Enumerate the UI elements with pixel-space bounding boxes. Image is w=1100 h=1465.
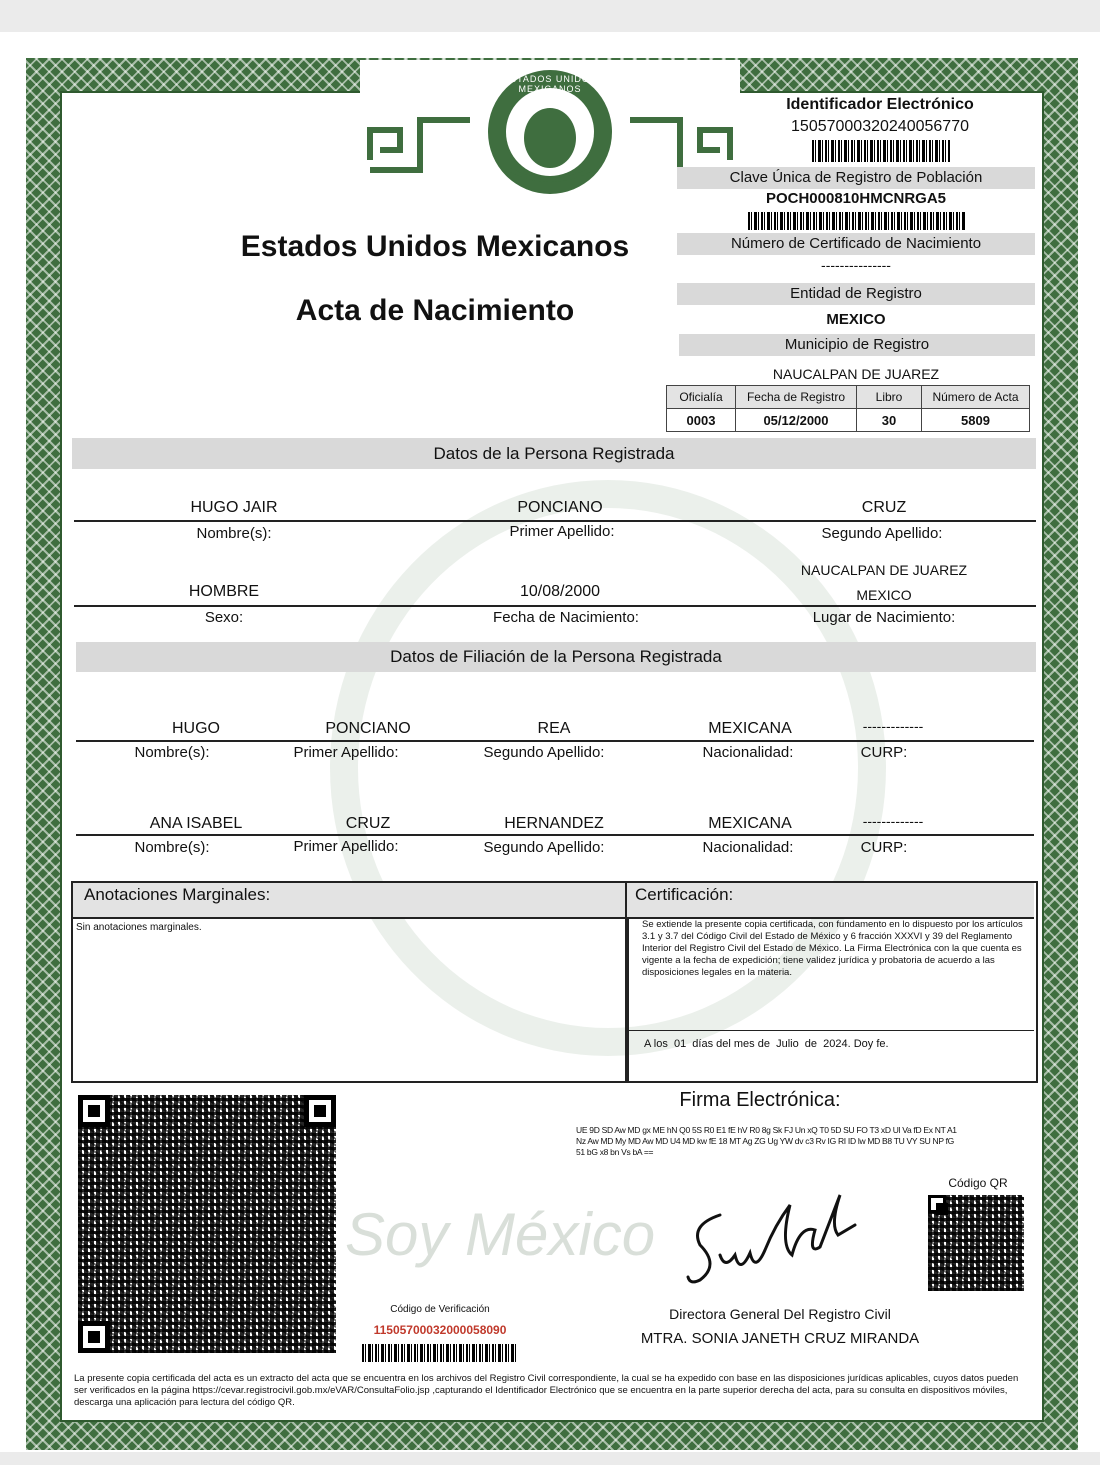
madre-nombre: ANA ISABEL	[149, 815, 243, 832]
persona-primer-apellido-label: Primer Apellido:	[509, 523, 615, 540]
persona-lugar-label: Lugar de Nacimiento:	[812, 609, 956, 626]
firma-cargo: Directora General Del Registro Civil	[669, 1306, 891, 1322]
qr-finder-icon	[78, 1095, 110, 1127]
persona-lugar-estado: MEXICO	[856, 587, 912, 603]
footer-disclaimer: La presente copia certificada del acta es un extracto del acta que se encuentra en los archivos del Registro Civil correspondiente, la cual se ha expedido con base en las disposiciones jurídicas aplicables, cuyos datos pueden ser verificados en la página https://cevar.registrocivil.gob.mx/eVAR/ConsultaFolio.jsp ,capturando el Identificador Electrónico que se encuentra en la parte superior derecha del acta, para su consulta en dispositivos móviles, descarga una aplicación para lectura del código QR.	[74, 1373, 1019, 1408]
padre-curp: -------------	[862, 718, 924, 734]
padre-nombre-label: Nombre(s):	[134, 744, 210, 761]
signature-icon	[680, 1185, 870, 1295]
document-title: Acta de Nacimiento	[295, 294, 575, 327]
registro-value-cell: 30	[857, 409, 922, 432]
registro-header-cell: Número de Acta	[922, 386, 1030, 409]
registro-table	[666, 385, 1030, 432]
anotaciones-title: Anotaciones Marginales:	[84, 885, 271, 904]
madre-nacionalidad-label: Nacionalidad:	[702, 839, 794, 856]
qr-finder-icon	[78, 1321, 110, 1353]
registro-header-cell: Fecha de Registro	[736, 386, 857, 409]
qr-finder-icon	[304, 1095, 336, 1127]
madre-nombre-label: Nombre(s):	[134, 839, 210, 856]
certificacion-text: Se extiende la presente copia certificada, con fundamento en lo dispuesto por los artículos 3.1 y 3.7 del Código Civil del Estado de México y 6 fracción XXXVI y 39 del Reglamento Interior del Registro Civil del Estado de México. La Firma Electrónica con la que cuenta es vigente a la fecha de expedición; tiene validez jurídica y probatoria de acuerdo a las disposiciones legales en la materia.	[642, 919, 1023, 978]
identificador-barcode	[812, 140, 950, 162]
persona-segundo-apellido: CRUZ	[861, 499, 907, 516]
padre-primer-apellido: PONCIANO	[325, 720, 411, 737]
madre-segundo-apellido: HERNANDEZ	[504, 815, 604, 832]
certificacion-fecha: A los 01 días del mes de Julio de 2024. Doy fe.	[644, 1038, 889, 1050]
registro-header-row	[667, 386, 1030, 409]
verificacion-code: 11505700032000058090	[373, 1323, 507, 1337]
persona-section-title: Datos de la Persona Registrada	[72, 438, 1036, 469]
padre-nombre: HUGO	[172, 720, 220, 737]
curp-value: POCH000810HMCNRGA5	[765, 190, 947, 207]
padre-nacionalidad: MEXICANA	[708, 720, 792, 737]
firma-title: Firma Electrónica:	[679, 1089, 841, 1111]
certificacion-title: Certificación:	[635, 885, 734, 904]
entidad-label: Entidad de Registro	[677, 283, 1035, 305]
persona-nombre-label: Nombre(s):	[196, 525, 272, 542]
municipio-value: NAUCALPAN DE JUAREZ	[772, 366, 940, 382]
registro-value-row	[667, 409, 1030, 432]
municipio-label: Municipio de Registro	[679, 334, 1035, 356]
persona-nombre: HUGO JAIR	[190, 499, 278, 516]
certificado-label: Número de Certificado de Nacimiento	[677, 233, 1035, 255]
divider	[76, 740, 1034, 742]
padre-segundo-apellido: REA	[537, 720, 571, 737]
madre-curp: -------------	[862, 813, 924, 829]
seal-text: ESTADOS UNIDOS MEXICANOS	[503, 74, 597, 94]
persona-fecha-nacimiento: 10/08/2000	[519, 583, 601, 600]
filiacion-section-title: Datos de Filiación de la Persona Registrada	[76, 642, 1036, 672]
entidad-value: MEXICO	[826, 311, 886, 328]
padre-segundo-apellido-label: Segundo Apellido:	[483, 744, 605, 761]
madre-segundo-apellido-label: Segundo Apellido:	[483, 839, 605, 856]
curp-label: Clave Única de Registro de Población	[677, 167, 1035, 189]
madre-primer-apellido-label: Primer Apellido:	[293, 838, 399, 855]
registro-value-cell: 0003	[667, 409, 736, 432]
divider	[74, 605, 1036, 607]
registro-value-cell: 5809	[922, 409, 1030, 432]
verificacion-barcode	[362, 1344, 518, 1362]
country-title: Estados Unidos Mexicanos	[240, 230, 630, 263]
padre-curp-label: CURP:	[860, 744, 908, 761]
persona-sexo-label: Sexo:	[204, 609, 244, 626]
anotaciones-text: Sin anotaciones marginales.	[76, 922, 202, 933]
verificacion-label: Código de Verificación	[390, 1304, 490, 1315]
certificado-value: ---------------	[821, 257, 891, 273]
persona-sexo: HOMBRE	[188, 583, 260, 600]
madre-curp-label: CURP:	[860, 839, 908, 856]
registro-header-cell: Oficialía	[667, 386, 736, 409]
madre-nacionalidad: MEXICANA	[708, 815, 792, 832]
persona-lugar-municipio: NAUCALPAN DE JUAREZ	[800, 562, 968, 578]
firma-nombre: MTRA. SONIA JANETH CRUZ MIRANDA	[640, 1330, 920, 1347]
verificacion-qr-code	[78, 1095, 336, 1353]
identificador-value: 15057000320240056770	[791, 118, 969, 135]
persona-segundo-apellido-label: Segundo Apellido:	[821, 525, 943, 542]
divider	[76, 834, 1034, 836]
persona-fecha-label: Fecha de Nacimiento:	[493, 609, 639, 626]
registro-value-cell: 05/12/2000	[736, 409, 857, 432]
firma-hash: UE 9D SD Aw MD gx ME hN Q0 5S R0 E1 fE hV R0 8g Sk FJ Un xQ T0 5D SU FO T3 xD Ul Va fD Ex NT A1 Nz Aw MD My MD Aw MD U4 MD kw fE 18 MT Ag ZG Ug YW dv c3 Rv IG RI ID lw MD B8 TU VY SU NP fG 51 bG x8 bn Vs bA ==	[576, 1125, 957, 1157]
madre-primer-apellido: CRUZ	[345, 815, 391, 832]
padre-nacionalidad-label: Nacionalidad:	[702, 744, 794, 761]
padre-primer-apellido-label: Primer Apellido:	[293, 744, 399, 761]
qr-label: Código QR	[948, 1176, 1008, 1190]
identificador-label: Identificador Electrónico	[786, 96, 974, 113]
persona-primer-apellido: PONCIANO	[517, 499, 603, 516]
divider	[74, 520, 1036, 522]
registro-header-cell: Libro	[857, 386, 922, 409]
qr-finder-icon	[928, 1195, 946, 1213]
slogan-text: Soy México	[345, 1201, 656, 1268]
divider	[627, 1030, 1034, 1031]
curp-barcode	[748, 212, 966, 230]
